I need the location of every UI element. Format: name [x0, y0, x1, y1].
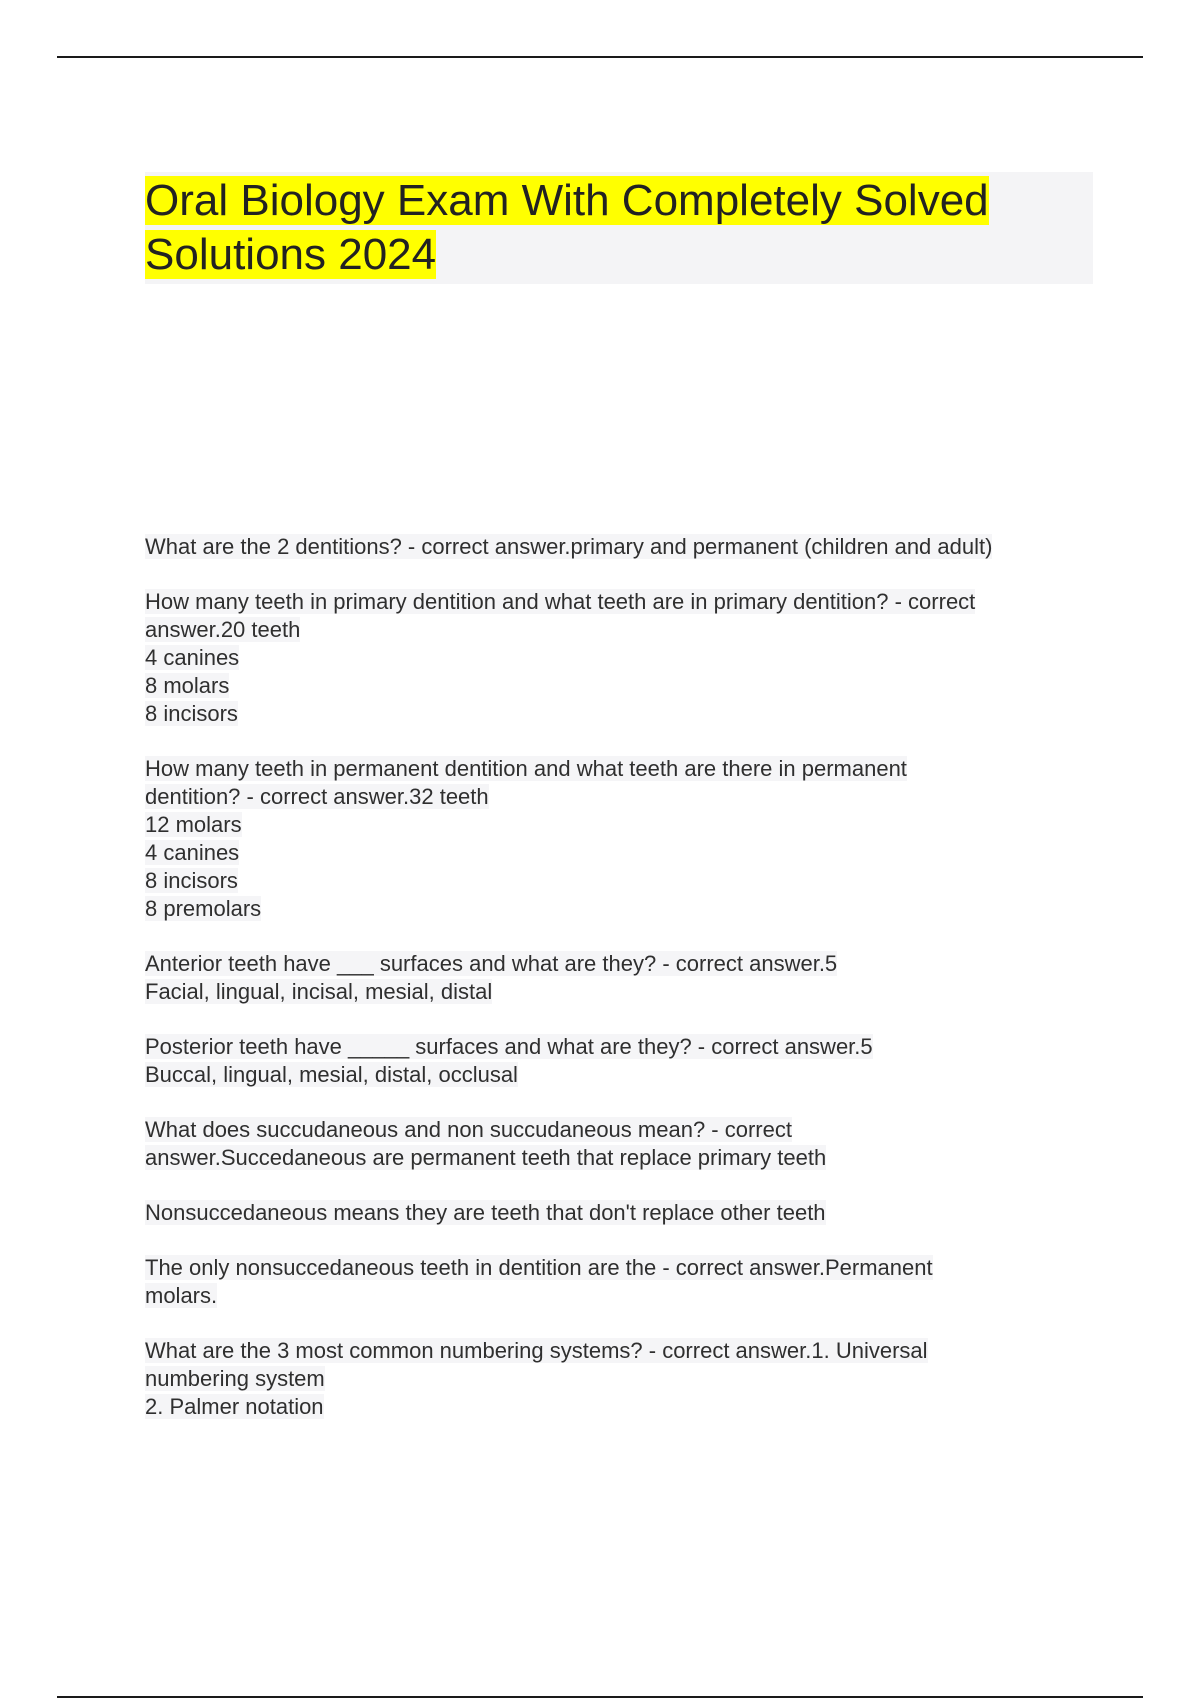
qa-line: Nonsuccedaneous means they are teeth that don't replace other teeth [145, 1200, 826, 1225]
qa-line: Buccal, lingual, mesial, distal, occlusal [145, 1062, 518, 1087]
qa-line: 8 incisors [145, 701, 238, 726]
qa-line: molars. [145, 1283, 218, 1308]
qa-line: Anterior teeth have ___ surfaces and what are they? - correct answer.5 [145, 951, 838, 976]
qa-line: The only nonsuccedaneous teeth in dentition are the - correct answer.Permanent [145, 1255, 933, 1280]
qa-line: 4 canines [145, 840, 240, 865]
qa-line: What does succudaneous and non succudaneous mean? - correct [145, 1117, 792, 1142]
qa-line: 8 molars [145, 673, 230, 698]
qa-line: How many teeth in permanent dentition and what teeth are there in permanent [145, 756, 907, 781]
qa-item [145, 1254, 1105, 1310]
qa-item [145, 588, 1105, 728]
top-rule [57, 56, 1143, 58]
qa-line: answer.20 teeth [145, 617, 301, 642]
document-title [145, 174, 1085, 282]
qa-line: 12 molars [145, 812, 242, 837]
qa-item [145, 533, 1105, 561]
qa-item [145, 1116, 1105, 1172]
qa-item [145, 1199, 1105, 1227]
qa-item [145, 950, 1105, 1006]
qa-line: 4 canines [145, 645, 240, 670]
qa-item [145, 755, 1105, 923]
qa-line: What are the 2 dentitions? - correct answer.primary and permanent (children and adult) [145, 534, 993, 559]
qa-line: dentition? - correct answer.32 teeth [145, 784, 489, 809]
qa-line: 8 premolars [145, 896, 262, 921]
qa-line: 2. Palmer notation [145, 1394, 324, 1419]
qa-item [145, 1337, 1105, 1421]
qa-line: Facial, lingual, incisal, mesial, distal [145, 979, 493, 1004]
qa-line: How many teeth in primary dentition and what teeth are in primary dentition? - correct [145, 589, 976, 614]
qa-item [145, 1033, 1105, 1089]
qa-line: Posterior teeth have _____ surfaces and what are they? - correct answer.5 [145, 1034, 873, 1059]
qa-line: 8 incisors [145, 868, 238, 893]
bottom-rule [57, 1696, 1143, 1698]
qa-line: What are the 3 most common numbering systems? - correct answer.1. Universal [145, 1338, 928, 1363]
title-highlight: Oral Biology Exam With Completely Solved Solutions 2024 [145, 176, 989, 279]
qa-line: answer.Succedaneous are permanent teeth that replace primary teeth [145, 1145, 827, 1170]
qa-list [145, 533, 1105, 1448]
qa-line: numbering system [145, 1366, 325, 1391]
